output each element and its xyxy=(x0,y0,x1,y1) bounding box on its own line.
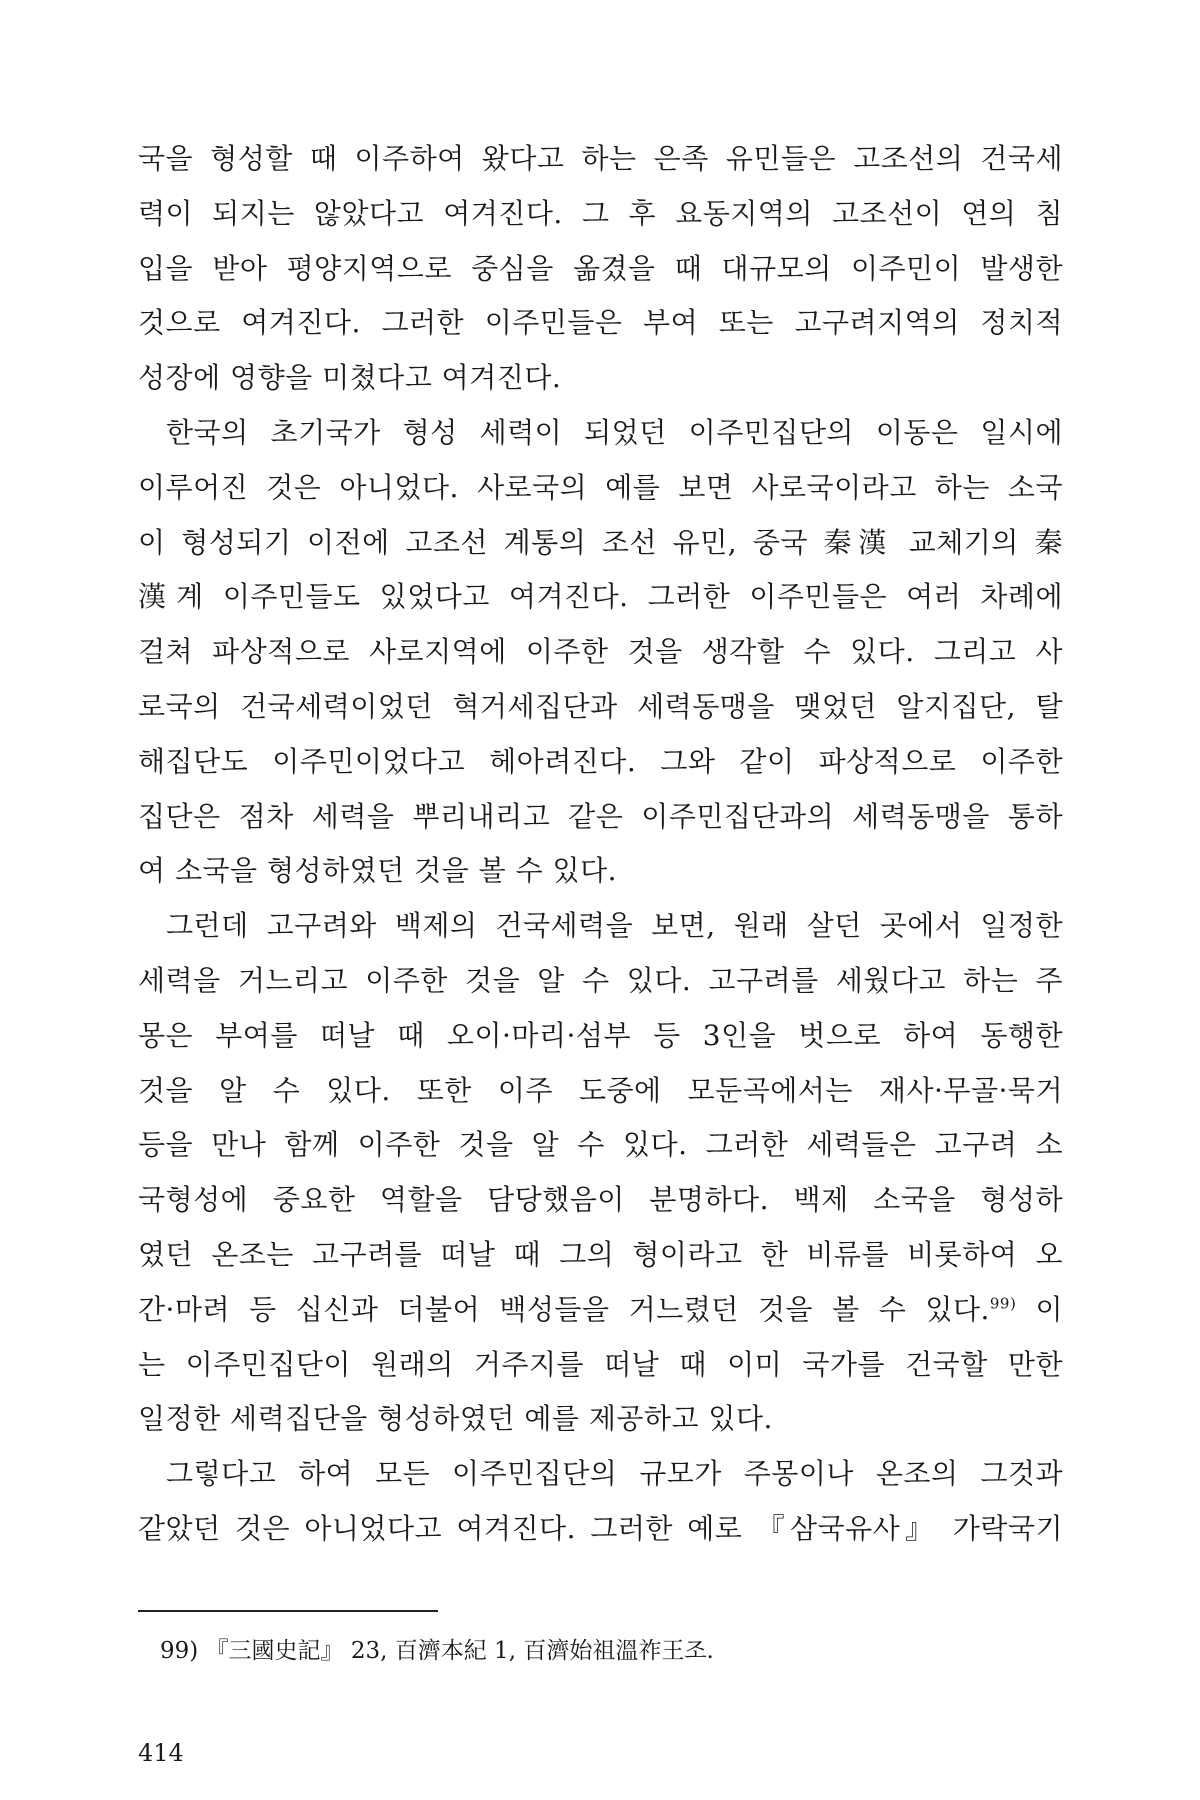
text-line: 로국의 건국세력이었던 혁거세집단과 세력동맹을 맺었던 알지집단, 탈 xyxy=(138,689,1063,723)
text-line: 는 이주민집단이 원래의 거주지를 떠날 때 이미 국가를 건국할 만한 xyxy=(138,1347,1063,1381)
text-line: 집단은 점차 세력을 뿌리내리고 같은 이주민집단과의 세력동맹을 통하 xyxy=(138,799,1063,833)
text-segment: 이 xyxy=(1016,1292,1063,1326)
text-line: 여 소국을 형성하였던 것을 볼 수 있다. xyxy=(138,854,618,888)
text-line: 이 형성되기 이전에 고조선 계통의 조선 유민, 중국 秦漢 교체기의 秦 xyxy=(138,525,1063,559)
text-line: 같았던 것은 아니었다고 여겨진다. 그러한 예로 『삼국유사』 가락국기 xyxy=(138,1511,1063,1545)
footnote: 99) 『三國史記』 23, 百濟本紀 1, 百濟始祖溫祚王조. xyxy=(160,1638,714,1664)
text-line: 세력을 거느리고 이주한 것을 알 수 있다. 고구려를 세웠다고 하는 주 xyxy=(138,963,1063,997)
text-line: 였던 온조는 고구려를 떠날 때 그의 형이라고 한 비류를 비롯하여 오 xyxy=(138,1237,1063,1271)
text-line: 국을 형성할 때 이주하여 왔다고 하는 은족 유민들은 고조선의 건국세 xyxy=(138,142,1063,175)
text-line: 등을 만나 함께 이주한 것을 알 수 있다. 그러한 세력들은 고구려 소 xyxy=(138,1128,1063,1162)
text-line: 력이 되지는 않았다고 여겨진다. 그 후 요동지역의 고조선이 연의 침 xyxy=(138,196,1063,230)
footnote-divider xyxy=(138,1610,438,1612)
page-number: 414 xyxy=(138,1739,184,1767)
text-line: 몽은 부여를 떠날 때 오이·마리·섬부 등 3인을 벗으로 하여 동행한 xyxy=(138,1018,1063,1052)
text-line: 그렇다고 하여 모든 이주민집단의 규모가 주몽이나 온조의 그것과 xyxy=(166,1457,1063,1491)
text-line: 것을 알 수 있다. 또한 이주 도중에 모둔곡에서는 재사·무골·묵거 xyxy=(138,1073,1063,1107)
text-segment: 간·마려 등 십신과 더불어 백성들을 거느렸던 것을 볼 수 있다. xyxy=(138,1292,990,1326)
text-line: 국형성에 중요한 역할을 담당했음이 분명하다. 백제 소국을 형성하 xyxy=(138,1183,1063,1217)
text-line: 그런데 고구려와 백제의 건국세력을 보면, 원래 살던 곳에서 일정한 xyxy=(166,909,1063,943)
footnote-reference[interactable]: 99) xyxy=(989,1294,1017,1313)
text-line: 일정한 세력집단을 형성하였던 예를 제공하고 있다. xyxy=(138,1402,773,1436)
text-line: 해집단도 이주민이었다고 헤아려진다. 그와 같이 파상적으로 이주한 xyxy=(138,744,1063,778)
body-text xyxy=(138,132,1063,1557)
text-line: 걸쳐 파상적으로 사로지역에 이주한 것을 생각할 수 있다. 그리고 사 xyxy=(138,635,1063,669)
text-line: 이루어진 것은 아니었다. 사로국의 예를 보면 사로국이라고 하는 소국 xyxy=(138,470,1063,504)
text-line: 한국의 초기국가 형성 세력이 되었던 이주민집단의 이동은 일시에 xyxy=(166,415,1063,449)
text-line: 입을 받아 평양지역으로 중심을 옮겼을 때 대규모의 이주민이 발생한 xyxy=(138,251,1063,285)
text-line: 성장에 영향을 미쳤다고 여겨진다. xyxy=(138,361,562,395)
text-line: 것으로 여겨진다. 그러한 이주민들은 부여 또는 고구려지역의 정치적 xyxy=(138,306,1063,340)
text-line: 漢계 이주민들도 있었다고 여겨진다. 그러한 이주민들은 여러 차례에 xyxy=(138,580,1063,614)
text-line-with-footnote-ref xyxy=(138,1283,1063,1338)
